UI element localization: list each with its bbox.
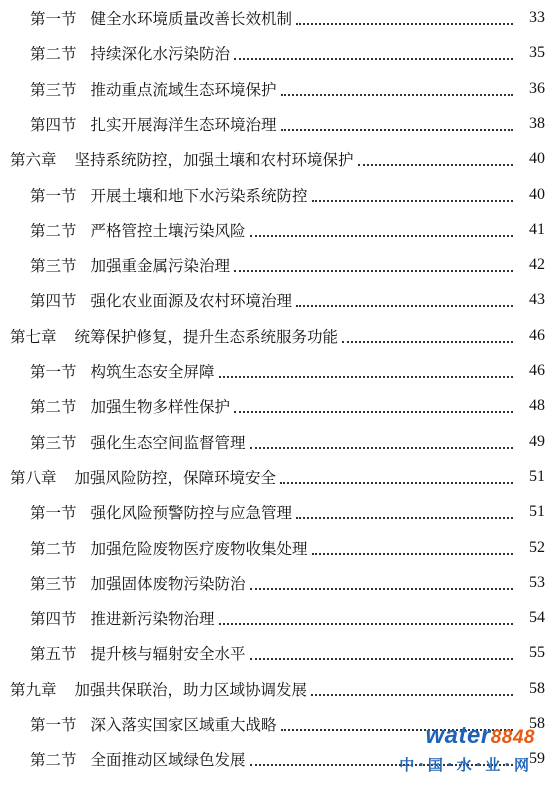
toc-page-number: 51 — [529, 467, 545, 485]
toc-section-row[interactable] — [0, 180, 545, 210]
toc-title: 推动重点流域生态环境保护 — [90, 80, 277, 99]
toc-number: 第二节 — [30, 539, 77, 558]
toc-title: 深入落实国家区域重大战略 — [90, 716, 277, 734]
toc-leader-dots — [250, 217, 513, 237]
toc-title: 加强生物多样性保护 — [90, 398, 231, 417]
toc-leader-dots — [281, 76, 513, 96]
toc-leader-dots — [296, 287, 513, 307]
toc-section-row[interactable] — [0, 3, 545, 33]
toc-leader-dots — [280, 464, 513, 484]
toc-page-number: 33 — [529, 9, 545, 26]
toc-title: 坚持系统防控，加强土壤和农村环境保护 — [74, 151, 354, 170]
toc-title: 扎实开展海洋生态环境治理 — [90, 115, 277, 134]
toc-section-row[interactable] — [0, 38, 545, 68]
toc-section-row[interactable] — [0, 215, 545, 245]
toc-leader-dots — [296, 5, 513, 25]
toc-number: 第三节 — [30, 257, 77, 276]
toc-number: 第一节 — [30, 504, 77, 523]
toc-page-number: 58 — [529, 715, 545, 732]
toc-page-number: 42 — [529, 256, 545, 274]
toc-number: 第五节 — [30, 645, 77, 664]
toc-leader-dots — [234, 393, 513, 413]
toc-page-number: 58 — [529, 679, 545, 697]
toc-section-row[interactable] — [0, 568, 545, 598]
toc-title: 强化风险预警防控与应急管理 — [90, 504, 293, 523]
toc-title: 强化生态空间监督管理 — [90, 433, 246, 452]
toc-number: 第三节 — [30, 433, 77, 452]
toc-number: 第四节 — [30, 115, 77, 134]
brand-number: 8848 — [490, 727, 535, 748]
toc-chapter-row[interactable] — [0, 674, 545, 704]
toc-number: 第三节 — [30, 574, 77, 593]
toc-leader-dots — [281, 111, 513, 131]
toc-section-row[interactable] — [0, 285, 545, 315]
toc-page-number: 52 — [529, 538, 545, 556]
toc-leader-dots — [296, 499, 513, 519]
toc-number: 第二节 — [30, 398, 77, 417]
toc-number: 第八章 — [10, 468, 57, 487]
toc-title: 持续深化水污染防治 — [90, 45, 231, 64]
toc-title: 加强共保联治，助力区域协调发展 — [74, 680, 308, 699]
toc-leader-dots — [219, 358, 513, 378]
toc-leader-dots — [250, 429, 513, 449]
toc-title: 提升核与辐射安全水平 — [90, 645, 246, 664]
toc-page-number: 46 — [529, 326, 545, 344]
toc-number: 第三节 — [30, 80, 77, 99]
toc-page-number: 55 — [529, 644, 545, 662]
toc-title: 加强风险防控，保障环境安全 — [74, 468, 277, 487]
toc-title: 强化农业面源及农村环境治理 — [90, 292, 293, 311]
toc-page-number: 38 — [529, 114, 545, 132]
toc-chapter-row[interactable] — [0, 144, 545, 174]
toc-leader-dots — [234, 252, 513, 272]
toc-title: 开展土壤和地下水污染系统防控 — [90, 186, 308, 205]
toc-page-number: 59 — [529, 750, 545, 768]
toc-section-row[interactable] — [0, 427, 545, 457]
toc-page-number: 53 — [529, 573, 545, 591]
toc-page-number: 36 — [529, 79, 545, 97]
toc-section-row[interactable] — [0, 109, 545, 139]
toc-title: 严格管控土壤污染风险 — [90, 221, 246, 240]
toc-leader-dots — [250, 570, 513, 590]
toc-page-number: 41 — [529, 220, 545, 238]
toc-page-number: 46 — [529, 362, 545, 379]
toc-section-row[interactable] — [0, 533, 545, 563]
watermark-brand — [426, 722, 535, 750]
toc-leader-dots — [358, 146, 513, 166]
toc-leader-dots — [250, 640, 513, 660]
toc-page-number: 43 — [529, 291, 545, 309]
toc-number: 第一节 — [30, 10, 77, 28]
toc-section-row[interactable] — [0, 356, 545, 386]
toc-number: 第一节 — [30, 716, 77, 734]
toc-number: 第一节 — [30, 186, 77, 205]
toc-number: 第一节 — [30, 363, 77, 381]
toc-number: 第七章 — [10, 327, 57, 346]
watermark-logo — [389, 722, 539, 782]
toc-title: 加强重金属污染治理 — [90, 257, 231, 276]
toc-number: 第九章 — [10, 680, 57, 699]
toc-number: 第二节 — [30, 751, 77, 770]
toc-page-number: 51 — [529, 503, 545, 521]
toc-page-number: 40 — [529, 185, 545, 203]
toc-chapter-row[interactable] — [0, 462, 545, 492]
brand-text: water — [425, 722, 491, 749]
toc-section-row[interactable] — [0, 638, 545, 668]
toc-number: 第二节 — [30, 221, 77, 240]
toc-number: 第六章 — [10, 151, 57, 170]
toc-number: 第二节 — [30, 45, 77, 64]
toc-page-number: 35 — [529, 44, 545, 62]
toc-page-number: 48 — [529, 397, 545, 415]
toc-page-number: 49 — [529, 432, 545, 450]
toc-title: 加强危险废物医疗废物收集处理 — [90, 539, 308, 558]
toc-page-number: 54 — [529, 609, 545, 627]
toc-section-row[interactable] — [0, 391, 545, 421]
toc-chapter-row[interactable] — [0, 321, 545, 351]
toc-leader-dots — [219, 605, 513, 625]
toc-leader-dots — [311, 676, 513, 696]
toc-leader-dots — [312, 182, 513, 202]
toc-number: 第四节 — [30, 610, 77, 629]
toc-leader-dots — [234, 40, 513, 60]
toc-leader-dots — [312, 535, 513, 555]
toc-title: 健全水环境质量改善长效机制 — [90, 10, 293, 28]
toc-section-row[interactable] — [0, 603, 545, 633]
toc-number: 第四节 — [30, 292, 77, 311]
toc-title: 推进新污染物治理 — [90, 610, 215, 629]
toc-leader-dots — [342, 323, 513, 343]
watermark-chinese: 中·国·水·业·网 — [399, 756, 533, 774]
toc-title: 全面推动区域绿色发展 — [90, 751, 246, 770]
toc-title: 构筑生态安全屏障 — [90, 363, 215, 381]
toc-title: 统筹保护修复，提升生态系统服务功能 — [74, 327, 339, 346]
toc-page-number: 40 — [529, 150, 545, 168]
toc-title: 加强固体废物污染防治 — [90, 574, 246, 593]
toc-section-row[interactable] — [0, 497, 545, 527]
toc-section-row[interactable] — [0, 250, 545, 280]
toc-section-row[interactable] — [0, 74, 545, 104]
